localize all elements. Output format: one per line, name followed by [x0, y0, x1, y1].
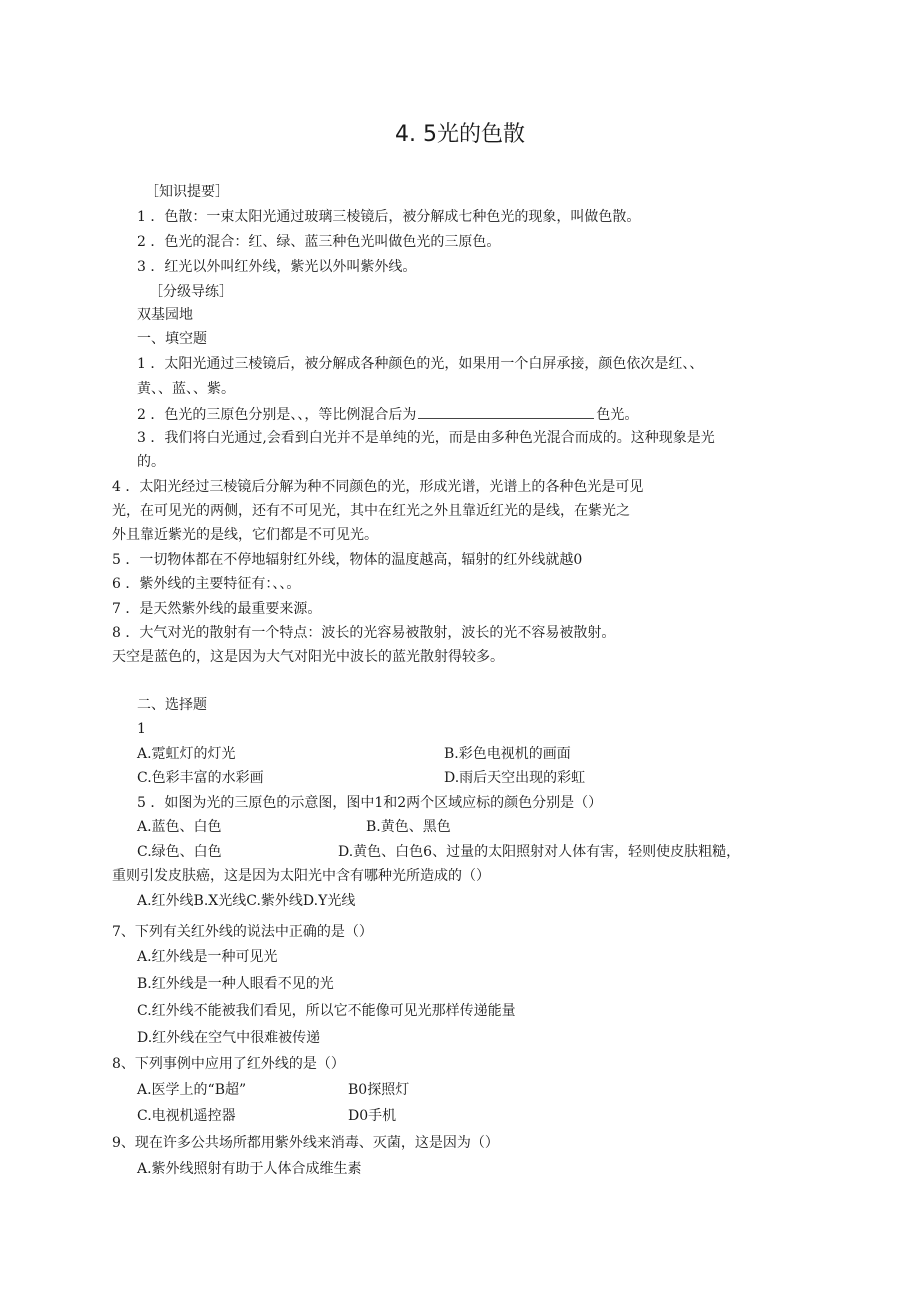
choice-option: C.色彩丰富的水彩画: [137, 770, 264, 786]
graded-header: ［分级导练］: [149, 284, 233, 300]
choice-option: C.红外线不能被我们看见，所以它不能像可见光那样传递能量: [137, 1003, 516, 1019]
choice-options-row: A.红外线B.X光线C.紫外线D.Y光线: [137, 893, 356, 909]
fill-header: 一、填空题: [137, 331, 207, 347]
choice-option: A.医学上的“B超”: [137, 1082, 247, 1098]
choice-question: 7、下列有关红外线的说法中正确的是（）: [112, 924, 373, 940]
choice-option: D.黄色、白色6、过量的太阳照射对人体有害，轻则使皮肤粗糙，: [338, 844, 741, 860]
choice-option: B.黄色、黑色: [366, 819, 451, 835]
choice-option: A.紫外线照射有助于人体合成维生素: [137, 1161, 362, 1177]
choice-header: 二、选择题: [137, 697, 207, 713]
choice-option: B0探照灯: [348, 1082, 410, 1098]
choice-option: A.霓虹灯的灯光: [137, 746, 236, 762]
choice-option: C.电视机遥控器: [137, 1108, 236, 1124]
knowledge-item: 3 ．红光以外叫红外线，紫光以外叫紫外线。: [137, 259, 417, 275]
fill-question: 1 ．太阳光通过三棱镜后，被分解成各种颜色的光，如果用一个白屏承接，颜色依次是红、、: [137, 356, 704, 372]
fill-question: 外且靠近紫光的是线，它们都是不可见光。: [112, 527, 378, 543]
fill-question: 3 ．我们将白光通过,会看到白光并不是单纯的光，而是由多种色光混合而成的。这种现象是光: [137, 430, 715, 446]
choice-question: 8、下列事例中应用了红外线的是（）: [112, 1056, 345, 1072]
choice-option: D.红外线在空气中很难被传递: [137, 1030, 321, 1046]
section-basic: 双基园地: [137, 307, 193, 323]
knowledge-header: ［知识提要］: [145, 184, 229, 200]
choice-option: D0手机: [348, 1108, 397, 1124]
fill-question: 黄、、蓝、、紫。: [137, 381, 235, 397]
knowledge-item: 1 ．色散：一束太阳光通过玻璃三棱镜后，被分解成七种色光的现象，叫做色散。: [137, 209, 641, 225]
knowledge-item: 2 ．色光的混合：红、绿、蓝三种色光叫做色光的三原色。: [137, 234, 501, 250]
choice-option: B.彩色电视机的画面: [444, 746, 571, 762]
choice-option: C.绿色、白色: [137, 844, 222, 860]
fill-question: 天空是蓝色的，这是因为大气对阳光中波长的蓝光散射得较多。: [112, 649, 504, 665]
fill-question: 5 ．一切物体都在不停地辐射红外线，物体的温度越高，辐射的红外线就越0: [112, 552, 583, 568]
fill-question: 8 ．大气对光的散射有一个特点：波长的光容易被散射，波长的光不容易被散射。: [112, 625, 616, 641]
choice-option: A.蓝色、白色: [137, 819, 222, 835]
fill-question: 6 ．紫外线的主要特征有：、、。: [112, 576, 301, 592]
choice-question: 重则引发皮肤癌，这是因为太阳光中含有哪种光所造成的（）: [112, 868, 490, 884]
fill-question: 7 ．是天然紫外线的最重要来源。: [112, 601, 322, 617]
choice-option: A.红外线是一种可见光: [137, 949, 278, 965]
fill-question-text: 色光。: [596, 407, 639, 423]
choice-question: 9、现在许多公共场所都用紫外线来消毒、灭菌，这是因为（）: [112, 1135, 499, 1151]
fill-question-text: 2 ．色光的三原色分别是、、，等比例混合后为: [137, 407, 417, 423]
choice-option: D.雨后天空出现的彩虹: [444, 770, 586, 786]
fill-question: 的。: [137, 454, 165, 470]
choice-question: 1: [137, 721, 146, 737]
fill-question: 光，在可见光的两侧，还有不可见光，其中在红光之外且靠近红光的是线，在紫光之: [112, 503, 630, 519]
page-title: 4. 5光的色散: [395, 122, 525, 147]
choice-option: B.红外线是一种人眼看不见的光: [137, 976, 334, 992]
choice-question: 5 ．如图为光的三原色的示意图，图中1和2两个区域应标的颜色分别是（）: [137, 795, 603, 811]
fill-question: [137, 405, 638, 424]
answer-blank[interactable]: [418, 405, 594, 419]
fill-question: 4 ．太阳光经过三棱镜后分解为种不同颜色的光，形成光谱，光谱上的各种色光是可见: [112, 479, 644, 495]
